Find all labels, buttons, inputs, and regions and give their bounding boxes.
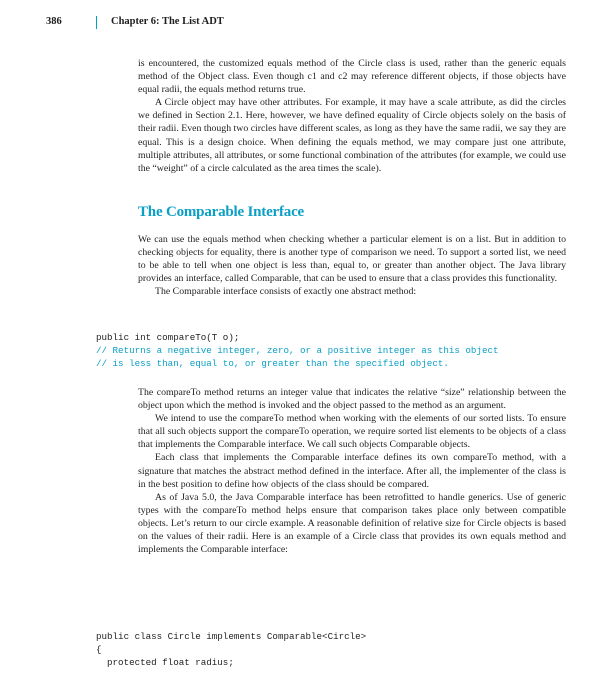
- intro-paragraph-1: is encountered, the customized equals method of the Circle class is used, rather than the generic equals method of the Object class. Even though c1 and c2 may reference different objects, if those objects have equal radii, the equals method returns true.: [138, 58, 566, 96]
- page-header: [0, 0, 610, 40]
- header-divider: [96, 16, 97, 29]
- section-paragraph-1: We can use the equals method when checking whether a particular element is on a list. But in addition to checking objects for equality, there is another type of comparison we need. To support a sorted list, we need to be able to tell when one object is less than, equal to, or greater than another object. The Java library provides an interface, called Comparable, that can be used to ensure that a class provides this functionality.: [138, 234, 566, 285]
- code-line: public int compareTo(T o);: [96, 332, 240, 343]
- code-comment-line: // Returns a negative integer, zero, or a positive integer as this object: [96, 345, 499, 356]
- section-heading: The Comparable Interface: [138, 204, 305, 220]
- explanation-paragraph-3: Each class that implements the Comparable interface defines its own compareTo method, with a signature that matches the abstract method defined in the interface. After all, the implementer of the class is in the best position to define how objects of the class should be compared.: [138, 452, 566, 490]
- explanation-text: [138, 386, 566, 556]
- section-text: [138, 233, 566, 298]
- code-line: {: [96, 644, 102, 655]
- intro-text: [138, 57, 566, 175]
- explanation-paragraph-1: The compareTo method returns an integer value that indicates the relative “size” relationship between the object upon which the method is invoked and the object passed to the method as an argument.: [138, 387, 566, 412]
- code-line: protected float radius;: [96, 657, 234, 668]
- section-paragraph-2: The Comparable interface consists of exactly one abstract method:: [155, 286, 417, 298]
- intro-paragraph-2: A Circle object may have other attributes. For example, it may have a scale attribute, as did the circles we defined in Section 2.1. Here, however, we have defined equality of Circle objects solely on the basis of their radii. Even though two circles have different scales, as long as they have the same radii, we say they are equal. This is a design choice. When defining the equals method, we may compare just one attribute, multiple attributes, all attributes, or some functional combination of the attributes (for example, we could use the “weight” of a circle calculated as the area times the scale).: [138, 97, 566, 174]
- chapter-title: Chapter 6: The List ADT: [111, 16, 224, 27]
- code-block-circle-class: [96, 630, 366, 669]
- explanation-paragraph-4: As of Java 5.0, the Java Comparable interface has been retrofitted to handle generics. Use of generic types with the compareTo method helps ensure that comparison takes place only between compatible objects. Let’s return to our circle example. A reasonable definition of relative size for Circle objects is based on the values of their radii. Here is an example of a Circle class that provides its own equals method and implements the Comparable interface:: [138, 491, 566, 556]
- page-number: 386: [46, 16, 62, 27]
- explanation-paragraph-2: We intend to use the compareTo method when working with the elements of our sorted lists. To ensure that all such objects support the compareTo operation, we require sorted list elements to be objects of a class that implements the Comparable interface. We call such objects Comparable objects.: [138, 413, 566, 451]
- code-comment-line: // is less than, equal to, or greater than the specified object.: [96, 358, 449, 369]
- code-block-compareto: [96, 331, 498, 370]
- code-line: public class Circle implements Comparable<Circle>: [96, 631, 367, 642]
